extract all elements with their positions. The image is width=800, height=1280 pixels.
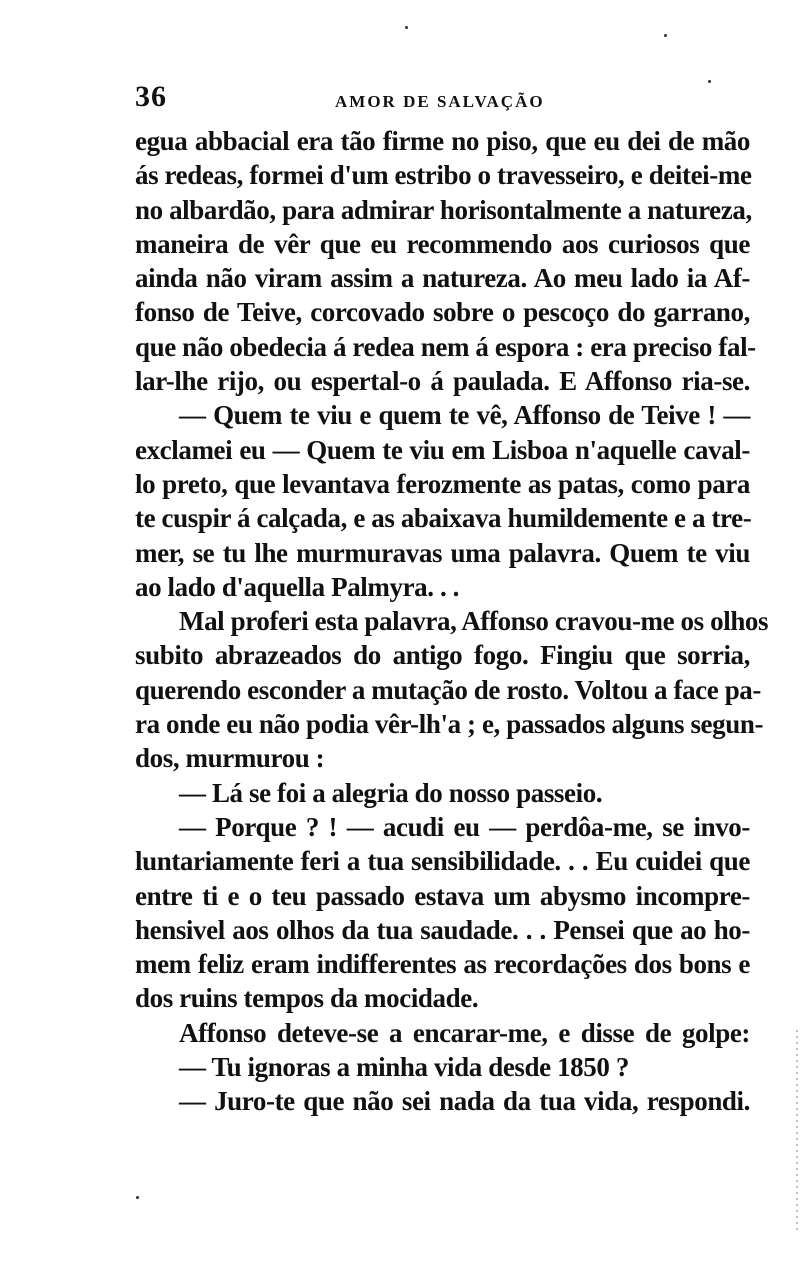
text-line: Affonso deteve-se a encarar-me, e disse de golpe: (179, 1017, 750, 1048)
text-line: Mal proferi esta palavra, Affonso cravou-me os olhos (179, 606, 769, 637)
text-line: lo preto, que levantava ferozmente as patas, como para (135, 468, 750, 499)
text-line: subito abrazeados do antigo fogo. Fingiu que sorria, (135, 640, 750, 671)
text-line: te cuspir á calçada, e as abaixava humildemente e a tre- (135, 503, 752, 534)
text-line: dos, murmurou : (135, 743, 325, 774)
text-line: mem feliz eram indifferentes as recordações dos bons e (135, 949, 750, 980)
text-line: que não obedecia á redea nem á espora : era preciso fal- (135, 331, 756, 362)
text-line: fonso de Teive, corcovado sobre o pescoço do garrano, (135, 297, 750, 328)
text-line: ainda não viram assim a natureza. Ao meu lado ia Af- (135, 263, 750, 294)
text-line: ra onde eu não podia vêr-lh'a ; e, passados alguns segun- (135, 709, 764, 740)
body-text (135, 124, 769, 1119)
text-line: luntariamente feri a tua sensibilidade. . . Eu cuidei que (135, 846, 750, 877)
running-title: AMOR DE SALVAÇÃO (335, 92, 545, 111)
text-line: lar-lhe rijo, ou espertal-o á paulada. E Affonso ria-se. (135, 366, 750, 397)
text-line: no albardão, para admirar horisontalmente a natureza, (135, 194, 752, 225)
text-line: mer, se tu lhe murmuravas uma palavra. Quem te viu (135, 537, 750, 568)
text-line: — Quem te viu e quem te vê, Affonso de Teive ! — (179, 400, 750, 431)
text-line: ao lado d'aquella Palmyra. . . (135, 571, 460, 602)
text-line: entre ti e o teu passado estava um abysmo incompre- (135, 880, 750, 911)
print-speck (136, 1196, 139, 1199)
print-speck (664, 34, 667, 37)
text-line: dos ruins tempos da mocidade. (135, 983, 479, 1014)
text-line: — Porque ? ! — acudi eu — perdôa-me, se invo- (179, 811, 750, 842)
text-line: — Juro-te que não sei nada da tua vida, respondi. (179, 1086, 750, 1117)
text-line: — Tu ignoras a minha vida desde 1850 ? (179, 1052, 629, 1083)
text-line: exclamei eu — Quem te viu em Lisboa n'aquelle caval- (135, 434, 750, 465)
text-line: querendo esconder a mutação de rosto. Voltou a face pa- (135, 674, 762, 705)
page-number: 36 (135, 80, 167, 113)
page-header (135, 80, 750, 120)
print-speck (708, 80, 711, 83)
page-edge-marks (796, 1030, 798, 1230)
text-line: hensivel aos olhos da tua saudade. . . Pensei que ao ho- (135, 914, 750, 945)
text-line: maneira de vêr que eu recommendo aos curiosos que (135, 228, 750, 259)
print-speck (405, 26, 408, 29)
text-line: — Lá se foi a alegria do nosso passeio. (179, 777, 603, 808)
text-line: ás redeas, formei d'um estribo o travesseiro, e deitei-me (135, 160, 752, 191)
text-line: egua abbacial era tão firme no piso, que eu dei de mão (135, 126, 750, 156)
